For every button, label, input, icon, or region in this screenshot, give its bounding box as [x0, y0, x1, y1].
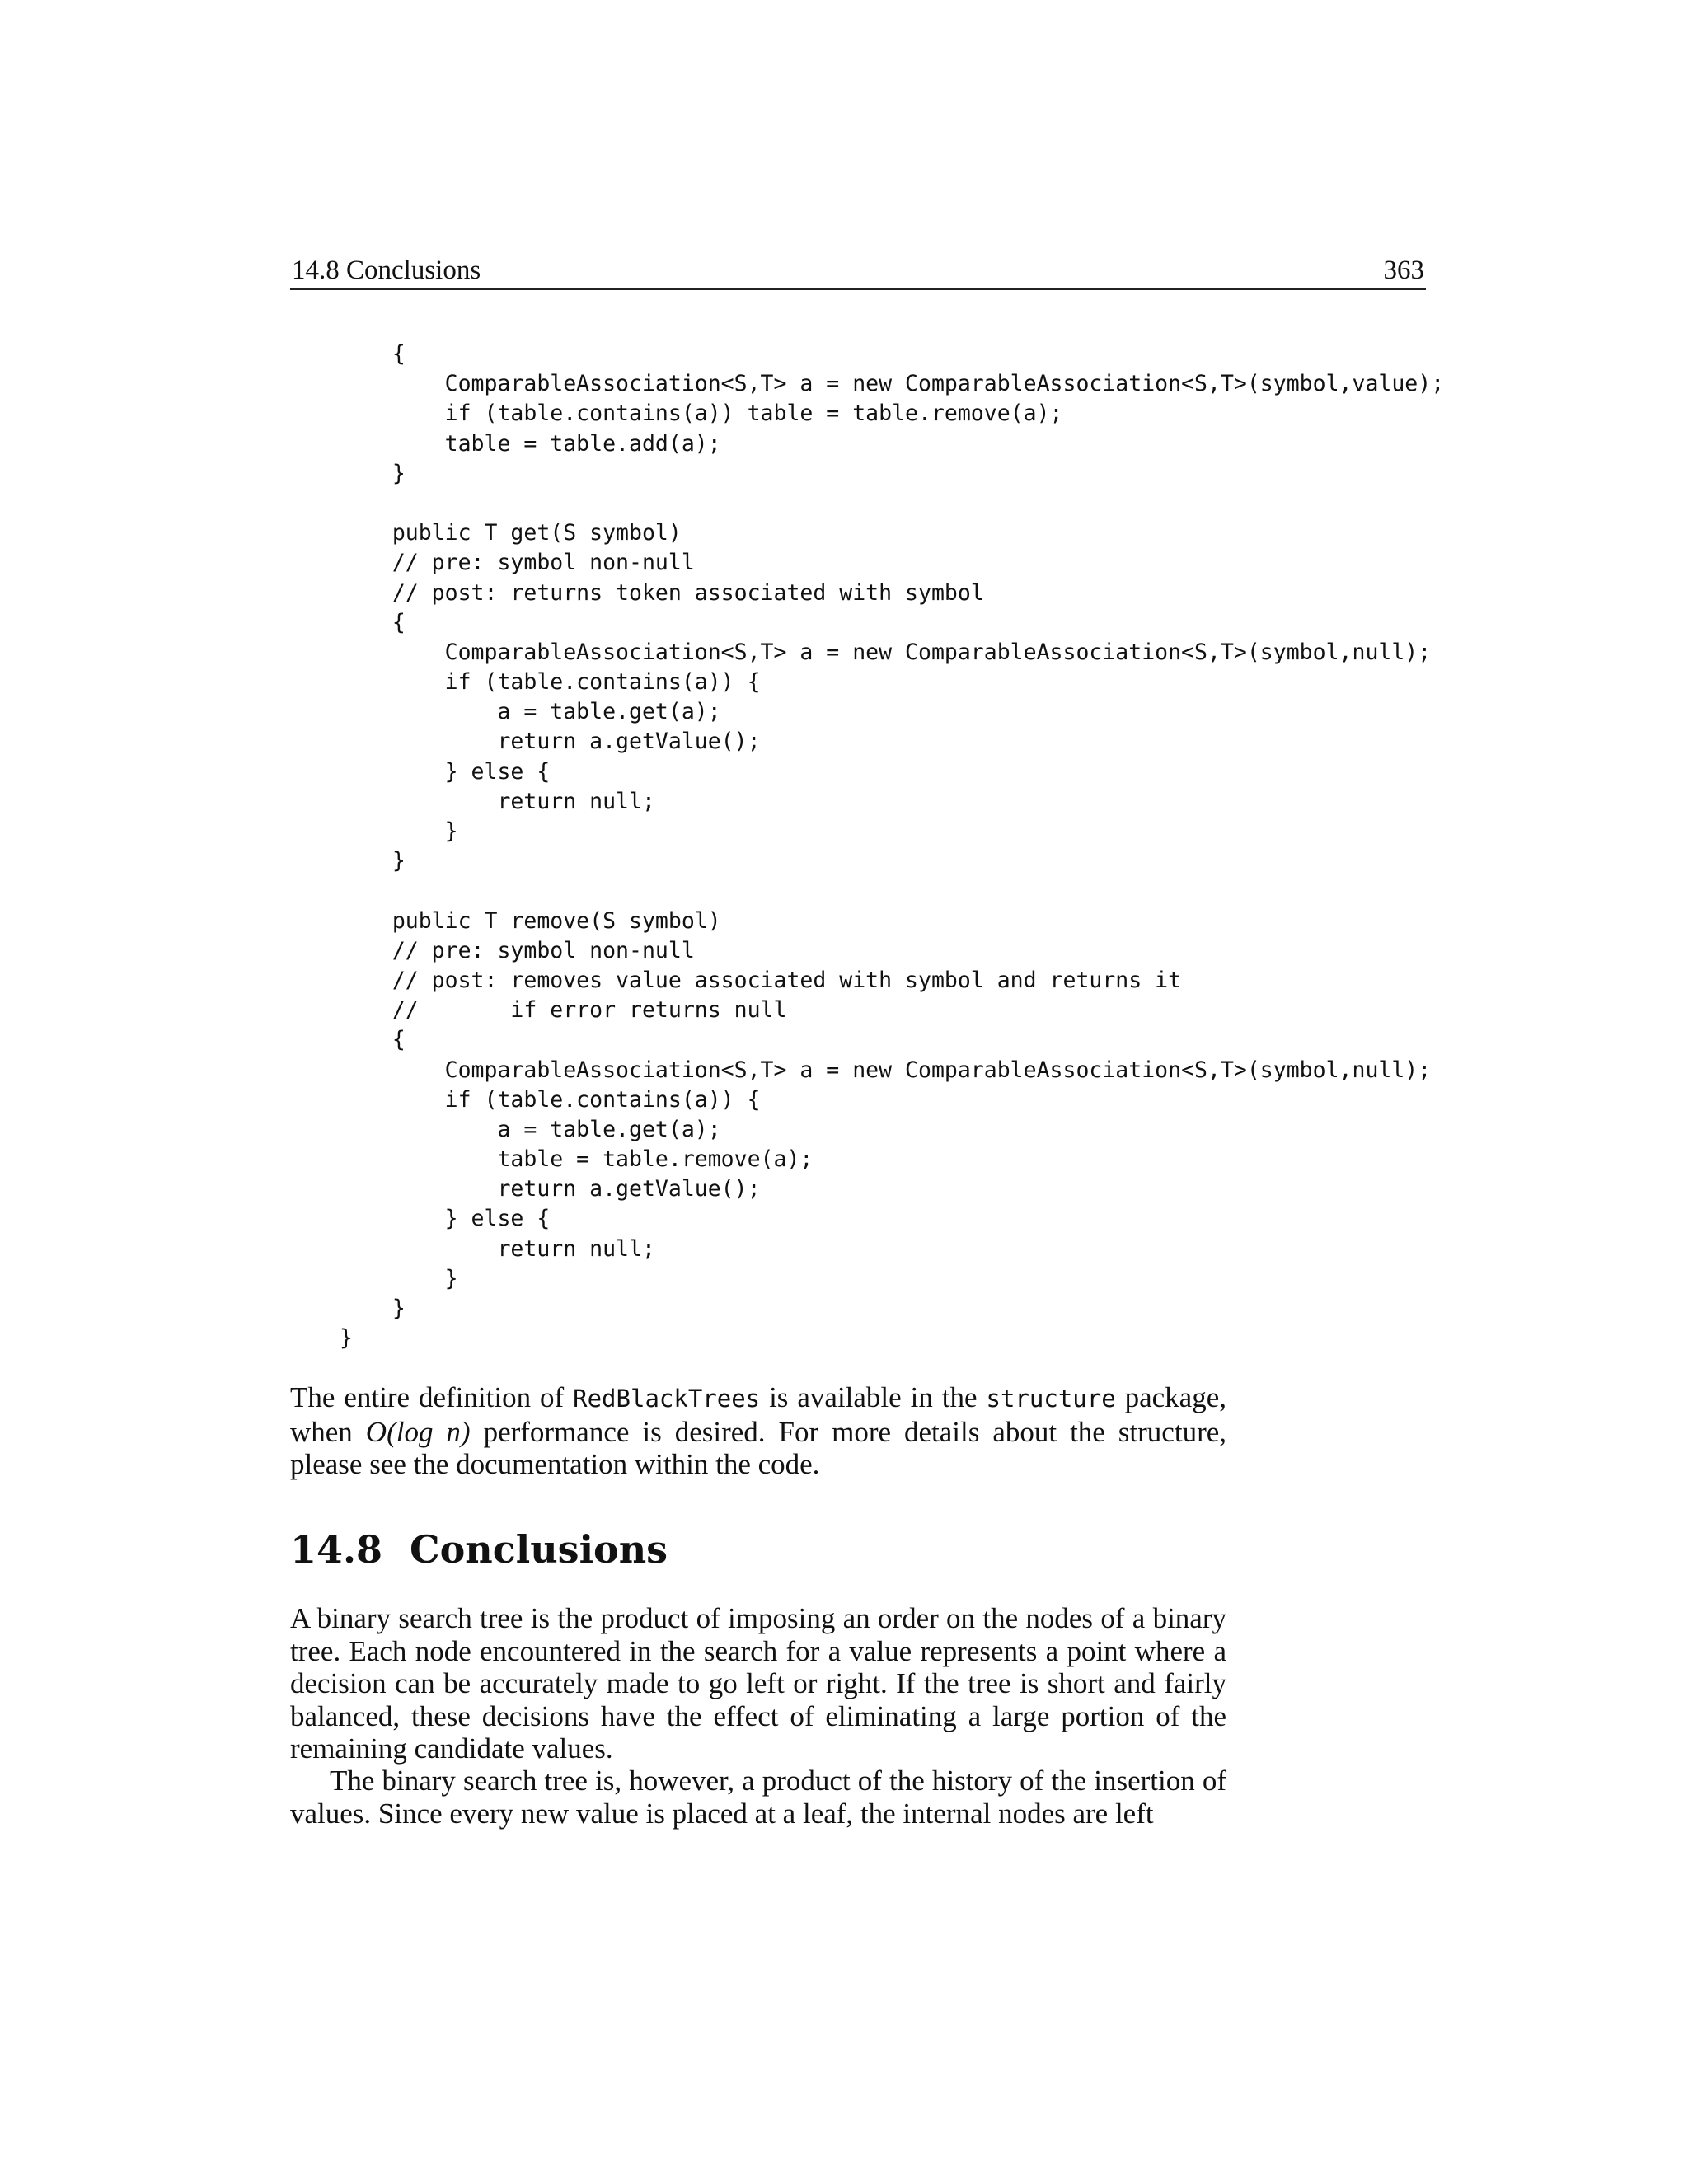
code-line: } — [340, 848, 406, 874]
code-line: } — [340, 460, 406, 486]
code-line: } — [340, 1296, 406, 1321]
code-line: // pre: symbol non-null — [340, 937, 695, 963]
code-line: ComparableAssociation<S,T> a = new ComparableAssociation<S,T>(symbol,value); — [340, 371, 1445, 397]
paragraph-text: The entire definition of — [290, 1381, 574, 1413]
code-line: return a.getValue(); — [340, 1176, 761, 1202]
code-line: // if error returns null — [340, 997, 787, 1024]
code-line: } — [340, 818, 458, 844]
code-line: a = table.get(a); — [340, 1116, 721, 1142]
code-line — [340, 489, 1444, 518]
code-listing — [340, 340, 1444, 1353]
code-line: ComparableAssociation<S,T> a = new ComparableAssociation<S,T>(symbol,null); — [340, 1057, 1432, 1083]
code-line: return a.getValue(); — [340, 729, 761, 755]
running-header — [290, 254, 1426, 290]
section-number: 14.8 — [290, 1527, 383, 1572]
code-line: public T remove(S symbol) — [340, 907, 721, 934]
code-line: if (table.contains(a)) { — [340, 1086, 761, 1113]
paragraph-text: is available in the — [760, 1381, 987, 1413]
code-line: return null; — [340, 788, 655, 814]
code-line — [340, 876, 1444, 906]
code-line: public T get(S symbol) — [340, 520, 682, 546]
code-line: } else { — [340, 758, 551, 785]
code-line: table = table.add(a); — [340, 430, 721, 457]
inline-math: O(log n) — [365, 1415, 471, 1448]
code-line: if (table.contains(a)) table = table.remove(a); — [340, 401, 1063, 427]
code-line: } else { — [340, 1206, 551, 1232]
code-line: a = table.get(a); — [340, 699, 721, 725]
body-paragraph — [290, 1381, 1226, 1481]
code-line: ComparableAssociation<S,T> a = new ComparableAssociation<S,T>(symbol,null); — [340, 639, 1432, 665]
code-line: // post: returns token associated with symbol — [340, 579, 984, 606]
code-line: // pre: symbol non-null — [340, 550, 695, 576]
code-line: table = table.remove(a); — [340, 1146, 814, 1173]
code-line: return null; — [340, 1235, 655, 1262]
page-number: 363 — [1383, 255, 1424, 285]
code-line: if (table.contains(a)) { — [340, 669, 761, 696]
inline-code: RedBlackTrees — [573, 1385, 761, 1413]
code-line: } — [340, 1265, 458, 1291]
paragraph-text: performance is desired. For more details about the structure, please see the documentation within the code. — [290, 1415, 1227, 1480]
body-paragraph: The binary search tree is, however, a product of the history of the insertion of values. Since every new value is placed at a leaf, the internal nodes are left — [290, 1765, 1226, 1830]
running-title: 14.8 Conclusions — [292, 255, 481, 285]
code-line: { — [340, 341, 406, 367]
code-line: // post: removes value associated with symbol and returns it — [340, 967, 1182, 993]
body-paragraph: A binary search tree is the product of imposing an order on the nodes of a binary tree. Each node encountered in the search for a value represents a point where a decision can be accurately made to go left or right. If the tree is short and fairly balanced, these decisions have the effect of eliminating a large portion of the remaining candidate values. — [290, 1602, 1226, 1765]
inline-code: structure — [986, 1385, 1116, 1413]
section-title: Conclusions — [410, 1527, 668, 1572]
code-line: } — [340, 1325, 353, 1352]
code-line: { — [340, 609, 406, 635]
code-line: { — [340, 1027, 406, 1053]
section-heading — [290, 1526, 668, 1572]
paragraph-text: package, when — [290, 1381, 1226, 1448]
